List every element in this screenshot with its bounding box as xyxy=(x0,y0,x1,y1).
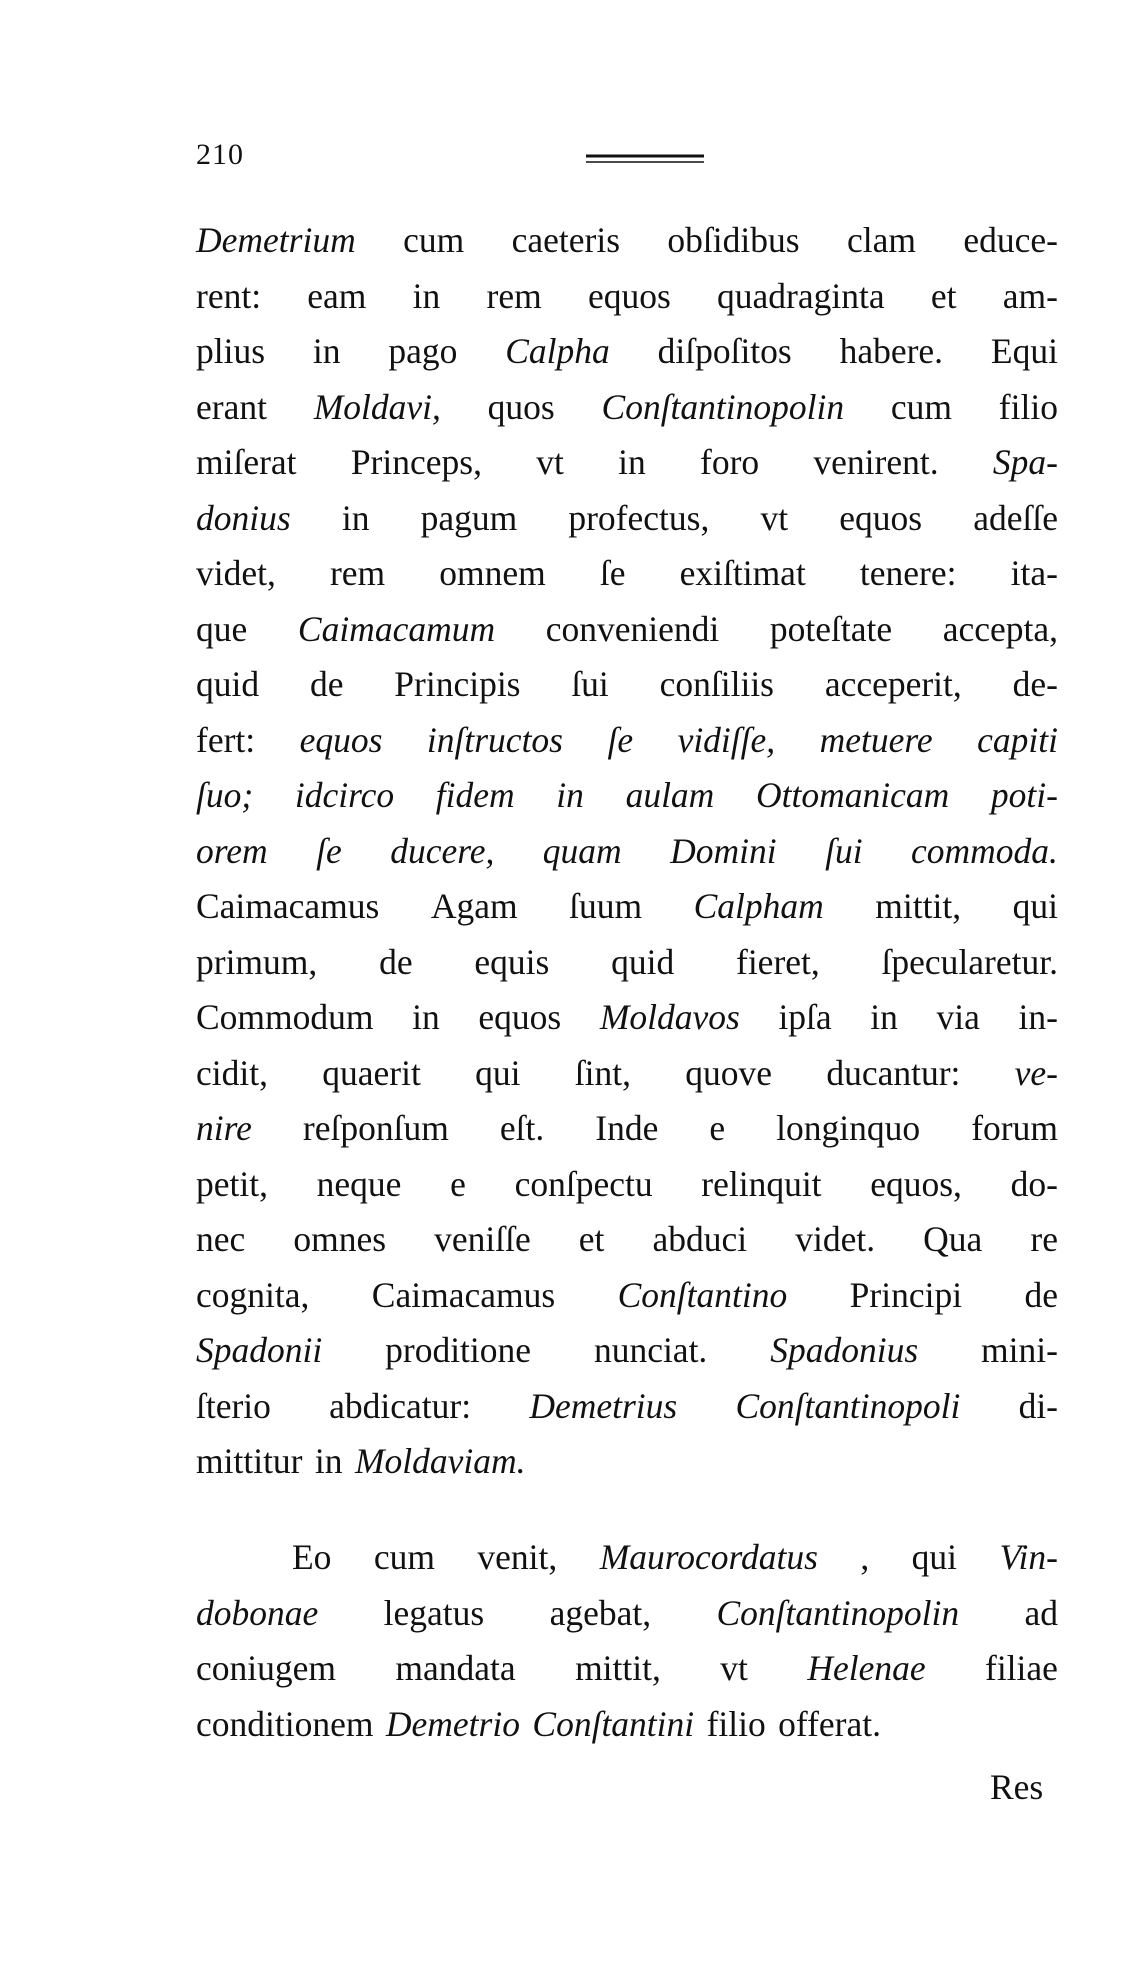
word: obſidibus xyxy=(667,220,800,260)
word: Qua xyxy=(923,1219,983,1259)
text-line xyxy=(196,824,1058,880)
word: rem xyxy=(486,275,542,316)
word: ſuum xyxy=(569,886,643,926)
word: mini- xyxy=(981,1330,1058,1370)
word: Domini xyxy=(670,830,777,871)
word: ſe xyxy=(599,553,626,593)
word: accepta, xyxy=(942,608,1058,649)
word: ſui xyxy=(571,664,609,704)
word: in xyxy=(341,497,370,538)
word: Caimacamum xyxy=(297,608,496,649)
word: petit, xyxy=(196,1163,268,1204)
word: di- xyxy=(1018,1385,1058,1426)
word: abdicatur: xyxy=(329,1385,472,1426)
word: filio xyxy=(706,1703,766,1744)
word: Maurocordatus xyxy=(599,1537,818,1577)
word: videt, xyxy=(196,553,276,593)
word: Demetrium xyxy=(196,220,356,260)
word: Calpha xyxy=(505,331,610,371)
word: equos xyxy=(299,719,383,760)
word: re xyxy=(1030,1219,1058,1259)
word: nec xyxy=(196,1219,246,1259)
word: e xyxy=(709,1108,726,1148)
word: Inde xyxy=(595,1108,659,1148)
text-line xyxy=(196,1697,1058,1753)
word: Ottomanicam xyxy=(755,775,950,815)
word: et xyxy=(578,1219,605,1259)
word: mittit, xyxy=(575,1648,661,1688)
word: quos xyxy=(487,386,555,427)
word: adeſſe xyxy=(973,497,1058,538)
word: ſe xyxy=(607,719,634,760)
word: eſt. xyxy=(499,1108,545,1148)
word: acceperit, xyxy=(824,664,962,704)
word: Princeps, xyxy=(350,442,482,482)
word: ipſa xyxy=(778,997,832,1037)
text-line xyxy=(196,1379,1058,1435)
word: equos xyxy=(587,275,671,316)
word: Conſtantinopolin xyxy=(601,386,845,427)
text-line xyxy=(196,324,1058,380)
word: ducere, xyxy=(390,830,495,871)
word: vt xyxy=(536,442,564,482)
word: equos, xyxy=(870,1163,962,1204)
page-header xyxy=(196,138,1056,178)
word: Calpham xyxy=(693,886,824,926)
word: in xyxy=(618,442,646,482)
word: rent: xyxy=(196,275,262,316)
word: , xyxy=(860,1537,870,1577)
word: ſint, xyxy=(574,1052,631,1093)
word: Vin- xyxy=(999,1537,1058,1577)
word: educe- xyxy=(963,220,1058,260)
word: pagum xyxy=(420,497,518,538)
word: filiae xyxy=(985,1648,1058,1688)
word: ſuo; xyxy=(196,775,254,815)
word: veniſſe xyxy=(434,1219,531,1259)
word: de- xyxy=(1012,664,1058,704)
text-line xyxy=(196,1586,1058,1642)
text-line xyxy=(196,879,1058,935)
word: ſui xyxy=(825,830,863,871)
text-line xyxy=(196,380,1058,436)
word: capiti xyxy=(977,719,1058,760)
text-line xyxy=(196,1530,1058,1586)
word: idcirco xyxy=(294,775,395,815)
page-number: 210 xyxy=(196,138,244,171)
word: am- xyxy=(1002,275,1058,316)
word: proditione xyxy=(385,1330,532,1370)
text-line xyxy=(196,1157,1058,1213)
word: conveniendi xyxy=(545,608,720,649)
word: poteſtate xyxy=(769,608,893,649)
word: habere. xyxy=(839,331,944,371)
word: mittit, xyxy=(875,886,962,926)
word: Eo xyxy=(292,1537,332,1577)
word: et xyxy=(930,275,957,316)
word: fidem xyxy=(435,775,515,815)
word: Principi xyxy=(849,1274,963,1315)
text-line xyxy=(196,657,1058,713)
word: Principis xyxy=(394,664,521,704)
word: in xyxy=(314,1441,343,1481)
word: equos xyxy=(839,497,923,538)
word: Demetrius xyxy=(529,1385,678,1426)
text-line xyxy=(196,1046,1058,1102)
word: quid xyxy=(196,664,260,704)
word: Agam xyxy=(430,886,518,926)
word: poti- xyxy=(990,775,1058,815)
word: omnem xyxy=(439,553,546,593)
word: filio xyxy=(998,386,1058,427)
header-rule-ornament xyxy=(586,152,704,166)
paragraph-1 xyxy=(196,213,1058,1490)
word: do- xyxy=(1010,1163,1058,1204)
word: Caimacamus xyxy=(196,886,380,926)
word: equos xyxy=(478,997,562,1037)
word: Helenae xyxy=(807,1648,926,1688)
word: ſpecularetur. xyxy=(881,941,1058,982)
catchword: Res xyxy=(990,1767,1044,1807)
word: in- xyxy=(1018,997,1058,1037)
text-line xyxy=(196,1641,1058,1697)
word: conſpectu xyxy=(514,1163,653,1204)
word: erant xyxy=(196,386,267,427)
word: venirent. xyxy=(813,442,939,482)
word: donius xyxy=(196,497,291,538)
word: aulam xyxy=(625,775,715,815)
text-line xyxy=(196,1323,1058,1379)
word: Commodum xyxy=(196,997,374,1037)
word: metuere xyxy=(819,719,933,760)
word: orem xyxy=(196,830,268,871)
word: vt xyxy=(720,1648,748,1688)
word: vidiſſe, xyxy=(677,719,776,760)
word: fieret, xyxy=(736,941,820,982)
word: Spadonius xyxy=(770,1330,919,1370)
word: Moldavi, xyxy=(313,386,441,427)
word: clam xyxy=(846,220,916,260)
word: quid xyxy=(611,941,675,982)
word: reſponſum xyxy=(302,1108,449,1148)
word: omnes xyxy=(293,1219,387,1259)
word: inſtructos xyxy=(426,719,563,760)
word: quove xyxy=(685,1052,773,1093)
word: cidit, xyxy=(196,1052,268,1093)
word: Conſtantini xyxy=(532,1703,695,1744)
text-line xyxy=(196,213,1058,269)
word: qui xyxy=(1012,886,1058,926)
word: equis xyxy=(474,941,550,982)
word: in xyxy=(412,275,441,316)
word: de xyxy=(309,664,344,704)
word: qui xyxy=(911,1537,958,1577)
word: in xyxy=(556,775,584,815)
word: coniugem xyxy=(196,1648,336,1688)
word: profectus, xyxy=(568,497,710,538)
word: videt. xyxy=(795,1219,876,1259)
word: conſiliis xyxy=(659,664,774,704)
word: legatus xyxy=(383,1592,485,1633)
text-line xyxy=(196,990,1058,1046)
word: Conſtantinopolin xyxy=(716,1592,960,1633)
text-line xyxy=(196,546,1058,602)
word: ſterio xyxy=(196,1385,271,1426)
text-line xyxy=(196,269,1058,325)
word: forum xyxy=(971,1108,1058,1148)
word: tenere: xyxy=(859,553,957,593)
text-line xyxy=(196,713,1058,769)
word: abduci xyxy=(652,1219,748,1259)
word: Caimacamus xyxy=(371,1274,556,1315)
text-line xyxy=(196,1268,1058,1324)
word: conditionem xyxy=(196,1703,374,1744)
word: in xyxy=(412,997,440,1037)
word: caeteris xyxy=(511,220,621,260)
word: agebat, xyxy=(549,1592,652,1633)
text-line xyxy=(196,491,1058,547)
word: mittitur xyxy=(196,1441,303,1481)
word: via xyxy=(936,997,980,1037)
word: Equi xyxy=(990,331,1058,371)
word: in xyxy=(870,997,898,1037)
word: eam xyxy=(307,275,367,316)
word: Demetrio xyxy=(385,1703,520,1744)
text-line xyxy=(196,1212,1058,1268)
paragraph-2 xyxy=(196,1530,1058,1752)
text-line xyxy=(196,1434,1058,1490)
word: e xyxy=(450,1163,466,1204)
word: relinquit xyxy=(701,1163,822,1204)
word: quaerit xyxy=(322,1052,421,1093)
text-line xyxy=(196,935,1058,991)
word: que xyxy=(196,608,248,649)
text-line xyxy=(196,1101,1058,1157)
word: Conſtantinopoli xyxy=(735,1385,961,1426)
word: quam xyxy=(542,830,622,871)
text-line xyxy=(196,602,1058,658)
word: cum xyxy=(403,220,465,260)
word: fert: xyxy=(196,719,256,760)
word: neque xyxy=(316,1163,402,1204)
word: Moldaviam. xyxy=(354,1441,526,1481)
word: miſerat xyxy=(196,442,297,482)
word: cum xyxy=(373,1537,435,1577)
word: venit, xyxy=(477,1537,558,1577)
word: exiſtimat xyxy=(679,553,806,593)
word: plius xyxy=(196,331,266,371)
word: ita- xyxy=(1010,553,1058,593)
word: offerat. xyxy=(778,1703,881,1744)
text-line xyxy=(196,435,1058,491)
word: Conſtantino xyxy=(617,1274,788,1315)
word: nunciat. xyxy=(593,1330,708,1370)
word: vt xyxy=(760,497,789,538)
word: quadraginta xyxy=(717,275,885,316)
word: qui xyxy=(475,1052,521,1093)
word: cognita, xyxy=(196,1274,310,1315)
word: pago xyxy=(388,331,458,371)
word: de xyxy=(1024,1274,1058,1315)
word: primum, xyxy=(196,941,318,982)
word: ad xyxy=(1024,1592,1058,1633)
word: rem xyxy=(329,553,386,593)
word: in xyxy=(312,331,341,371)
word: ducantur: xyxy=(826,1052,961,1093)
word: Spadonii xyxy=(196,1330,323,1370)
word: Moldavos xyxy=(599,997,740,1037)
word: ſe xyxy=(316,830,342,871)
word: commoda. xyxy=(911,830,1058,871)
word: cum xyxy=(890,386,953,427)
word: mandata xyxy=(395,1648,516,1688)
word: dobonae xyxy=(196,1592,319,1633)
word: foro xyxy=(700,442,760,482)
word: Spa- xyxy=(992,442,1058,482)
word: longinquo xyxy=(776,1108,921,1148)
text-line xyxy=(196,768,1058,824)
word: nire xyxy=(196,1108,252,1148)
word: ve- xyxy=(1014,1052,1058,1093)
word: diſpoſitos xyxy=(657,331,792,371)
word: de xyxy=(379,941,413,982)
